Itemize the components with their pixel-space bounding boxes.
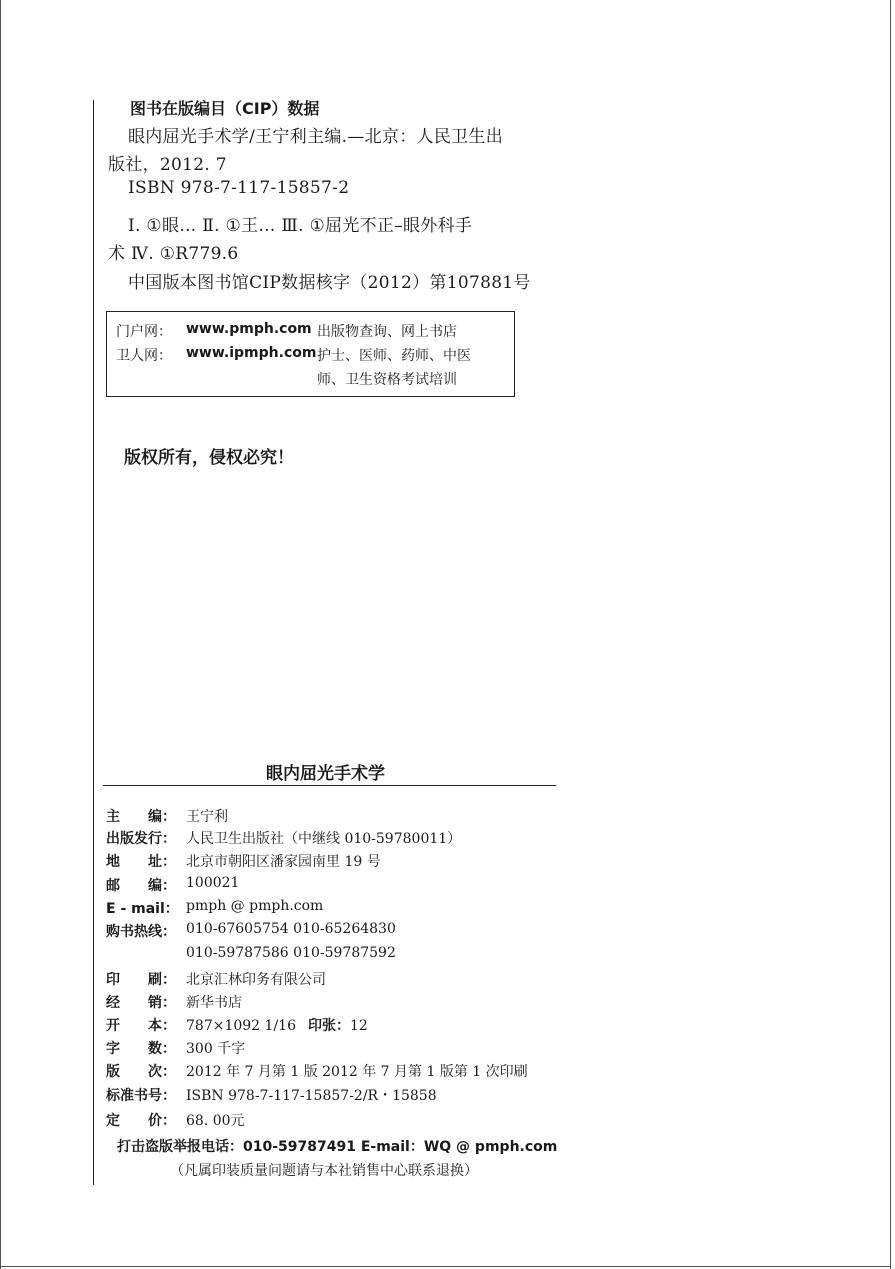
info-value: [186, 1061, 528, 1081]
website-desc: 出版物查询、网上书店: [317, 324, 457, 340]
info-label: 开 本：: [106, 1018, 176, 1034]
website-desc: 师、卫生资格考试培训: [317, 372, 457, 388]
info-value: [186, 1110, 245, 1130]
info-value-text: 北京汇林印务有限公司: [186, 972, 326, 988]
piracy-report-line: 打击盗版举报电话：010-59787491 E-mail：WQ @ pmph.com: [117, 1139, 558, 1155]
info-value-text: 300 千字: [186, 1041, 246, 1057]
title-rule: [103, 785, 556, 786]
info-value: [186, 828, 461, 848]
info-label: 主 编：: [106, 809, 176, 825]
info-value: [186, 851, 381, 871]
info-value-text: 北京市朝阳区潘家园南里 19 号: [186, 854, 381, 870]
info-value-text: 100021: [186, 875, 240, 891]
info-value-text: 人民卫生出版社（中继线 010-59780011）: [186, 831, 462, 847]
info-value-text: 新华书店: [186, 995, 242, 1011]
cip-line: 术 Ⅳ. ①R779.6: [108, 244, 239, 264]
info-value-text: 68. 00元: [186, 1113, 245, 1129]
info-label: 经 销：: [106, 995, 176, 1011]
info-value: [186, 969, 326, 989]
info-value-text: 010-67605754 010-65264830: [186, 921, 396, 937]
info-label: 定 价：: [106, 1113, 176, 1129]
info-value: [186, 898, 323, 914]
info-value: [186, 945, 396, 961]
book-title: 眼内屈光手术学: [266, 764, 385, 784]
page-edge-right: [890, 0, 891, 1269]
info-extra-value: 12: [349, 1018, 368, 1034]
website-label: 卫人网：: [116, 348, 172, 364]
info-label: 版 次：: [106, 1064, 176, 1080]
cip-line: Ⅰ. ①眼… Ⅱ. ①王… Ⅲ. ①屈光不正–眼外科手: [128, 216, 473, 236]
website-url[interactable]: www.ipmph.com: [186, 345, 317, 361]
info-label: 字 数：: [106, 1041, 176, 1057]
info-extra-label: 印张：: [307, 1018, 350, 1034]
return-note: （凡属印装质量问题请与本社销售中心联系退换）: [170, 1163, 478, 1179]
info-value: [186, 1015, 368, 1035]
info-value: [186, 1038, 245, 1058]
website-label: 门户网：: [116, 324, 172, 340]
info-label: 出版发行：: [106, 831, 176, 847]
page-edge-left: [0, 0, 1, 1269]
info-value: [186, 875, 239, 891]
info-value-text: 010-59787586 010-59787592: [186, 945, 396, 961]
copyright-notice: 版权所有，侵权必究！: [124, 448, 294, 468]
info-label: 邮 编：: [106, 878, 176, 894]
website-url[interactable]: www.pmph.com: [186, 321, 312, 337]
page-edge-bottom: [0, 1266, 891, 1267]
cip-title: 图书在版编目（CIP）数据: [130, 99, 320, 118]
cip-line: 中国版本图书馆CIP数据核字（2012）第107881号: [128, 273, 531, 293]
info-value: [186, 992, 242, 1012]
info-value-text: 王宁利: [186, 809, 228, 825]
info-label: 地 址：: [106, 854, 176, 870]
info-label: 购书热线：: [106, 924, 176, 940]
left-margin-rule: [93, 100, 94, 1185]
info-value-text: 2012 年 7 月第 1 版 2012 年 7 月第 1 版第 1 次印刷: [186, 1064, 528, 1080]
info-value: [186, 806, 228, 826]
website-box: [106, 311, 515, 397]
info-value-text: ISBN 978-7-117-15857-2/R・15858: [186, 1088, 437, 1104]
info-value-text: 787×1092 1/16: [186, 1018, 296, 1034]
info-value-text: pmph @ pmph.com: [186, 898, 324, 914]
cip-line: 版社，2012. 7: [108, 155, 227, 175]
info-value: [186, 921, 396, 937]
info-value: [186, 1085, 437, 1105]
info-label: 印 刷：: [106, 972, 176, 988]
info-label: E - mail：: [106, 901, 179, 917]
cip-line: 眼内屈光手术学/王宁利主编.—北京：人民卫生出: [128, 127, 504, 147]
cip-line: ISBN 978-7-117-15857-2: [128, 178, 350, 198]
website-desc: 护士、医师、药师、中医: [317, 348, 471, 364]
info-label: 标准书号：: [106, 1088, 176, 1104]
